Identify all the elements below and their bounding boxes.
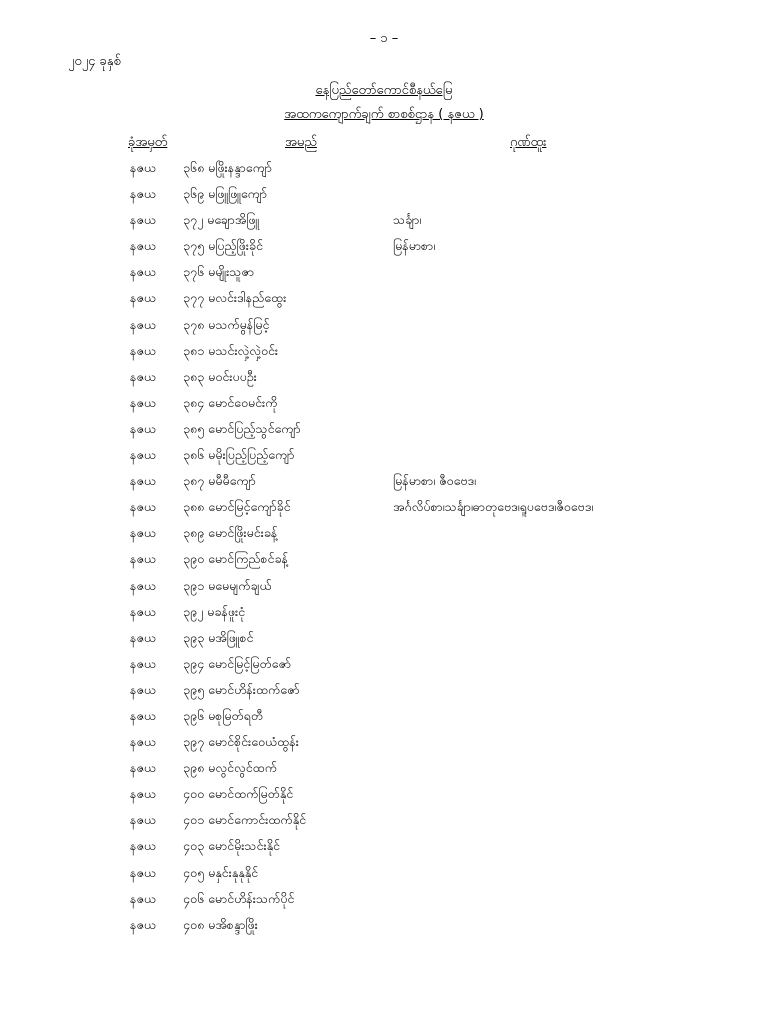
list-item — [0, 865, 768, 891]
list-item — [0, 343, 768, 369]
list-item — [0, 525, 768, 551]
list-item — [0, 812, 768, 838]
row-name: ၄၀၃ မောင်မိုးသင်းနိုင် — [183, 838, 280, 854]
row-code: နဇယ — [130, 316, 157, 332]
row-code: နဇယ — [130, 264, 157, 280]
row-code: နဇယ — [130, 786, 157, 802]
list-item — [0, 760, 768, 786]
row-name: ၃၈၈ မောင်မြင့်ကျော်ခိုင် — [183, 499, 291, 515]
list-item — [0, 917, 768, 943]
row-code: နဇယ — [130, 238, 157, 254]
row-name: ၄၀၅ မနှင်းနုနုနိုင် — [183, 864, 259, 880]
list-item — [0, 682, 768, 708]
document-title — [0, 82, 768, 101]
row-code: နဇယ — [130, 447, 157, 463]
row-code: နဇယ — [130, 342, 157, 358]
row-name: ၃၉၆ မစုမြတ်ရတီ — [183, 707, 263, 723]
row-name: ၃၉၀ မောင်ကြည်စင်ခန့် — [183, 551, 288, 567]
row-code: နဇယ — [130, 212, 157, 228]
list-item — [0, 708, 768, 734]
row-code: နဇယ — [130, 812, 157, 828]
list-item — [0, 891, 768, 917]
row-name: ၃၇၇ မလင်းဒါနည်ထွေး — [183, 290, 287, 306]
row-name: ၄၀၈ မအိစန္ဒာဖြိုး — [183, 916, 258, 932]
list-item — [0, 369, 768, 395]
row-name: ၃၈၃ မဝင်းပပဦး — [183, 368, 257, 384]
list-item — [0, 160, 768, 186]
row-code: နဇယ — [130, 551, 157, 567]
header-code: ခုံအမှတ် — [128, 135, 168, 150]
row-name: ၃၉၃ မအိဖြူစင် — [183, 629, 254, 645]
subtitle-text: အထကကျောက်ချက် စာစစ်ဌာန ( နဇယ ) — [284, 107, 484, 122]
list-item — [0, 447, 768, 473]
row-name: ၃၈၁ မသင်းလှဲ့လှဲ့ဝင်း — [183, 342, 279, 358]
row-code: နဇယ — [130, 160, 157, 175]
row-name: ၃၈၅ မောင်ပြည့်သွင်ကျော် — [183, 420, 301, 436]
row-code: နဇယ — [130, 420, 157, 436]
list-item — [0, 238, 768, 264]
row-code: နဇယ — [130, 473, 157, 489]
row-name: ၄၀၀ မောင်ထက်မြတ်နိုင် — [183, 786, 294, 802]
row-distinction: မြန်မာစာ၊ ဇီဝဗေဒ၊ — [393, 473, 476, 489]
list-item — [0, 473, 768, 499]
list-item — [0, 395, 768, 421]
list-item — [0, 630, 768, 656]
row-code: နဇယ — [130, 734, 157, 750]
list-item — [0, 734, 768, 760]
row-code: နဇယ — [130, 916, 157, 932]
row-code: နဇယ — [130, 681, 157, 697]
row-code: နဇယ — [130, 864, 157, 880]
row-distinction: သင်္ချာ၊ — [393, 212, 422, 228]
list-item — [0, 578, 768, 604]
exam-year: ၂၀၂၄ ခုနှစ် — [68, 54, 121, 69]
results-list — [0, 160, 768, 943]
list-item — [0, 786, 768, 812]
row-code: နဇယ — [130, 577, 157, 593]
row-name: ၃၆၈ မဖြိုးနန္ဒာကျော် — [183, 160, 272, 175]
list-item — [0, 656, 768, 682]
row-name: ၄၀၁ မောင်ကောင်းထက်နိုင် — [183, 812, 307, 828]
page-number: – ၁ – — [369, 31, 399, 46]
row-code: နဇယ — [130, 368, 157, 384]
row-name: ၃၇၈ မသက်မွန်မြင့် — [183, 316, 270, 332]
row-code: နဇယ — [130, 525, 157, 541]
row-code: နဇယ — [130, 838, 157, 854]
document-subtitle — [0, 106, 768, 125]
row-name: ၃၈၉ မောင်ဖြိုးမင်းခန့် — [183, 525, 278, 541]
header-distinction: ဂုဏ်ထူး — [510, 135, 547, 150]
list-item — [0, 421, 768, 447]
list-item — [0, 317, 768, 343]
row-code: နဇယ — [130, 394, 157, 410]
row-name: ၃၉၂ မခန်ဖူးငုံ — [183, 603, 246, 619]
row-distinction: အင်္ဂလိပ်စာ၊သင်္ချာ၊ဓာတုဗေဒ၊ရူပဗေဒ၊ဇီဝဗေဒ၊ — [393, 499, 594, 515]
list-item — [0, 499, 768, 525]
row-code: နဇယ — [130, 655, 157, 671]
row-code: နဇယ — [130, 290, 157, 306]
title-text: နေပြည်တော်ကောင်စီနယ်မြေ — [315, 83, 453, 98]
row-name: ၃၇၂ မချောအိဖြူ — [183, 212, 260, 228]
list-item — [0, 838, 768, 864]
row-code: နဇယ — [130, 186, 157, 202]
list-item — [0, 186, 768, 212]
list-item — [0, 290, 768, 316]
row-name: ၃၉၇ မောင်စိုင်းဝေယံထွန်း — [183, 734, 299, 750]
row-code: နဇယ — [130, 603, 157, 619]
row-name: ၃၈၆ မမိုးပြည့်ပြည့်ကျော် — [183, 447, 295, 463]
row-name: ၃၉၈ မလွင်လွင်ထက် — [183, 760, 277, 776]
row-name: ၃၈၇ မမီမီကျော် — [183, 473, 256, 489]
row-code: နဇယ — [130, 499, 157, 515]
list-item — [0, 264, 768, 290]
row-code: နဇယ — [130, 760, 157, 776]
row-code: နဇယ — [130, 707, 157, 723]
row-name: ၃၈၄ မောင်ဝေမင်းကို — [183, 394, 278, 410]
row-name: ၃၉၁ မမေမျက်ချယ် — [183, 577, 272, 593]
row-name: ၃၇၅ မပြည့်ဖြိုးခိုင် — [183, 238, 263, 254]
row-name: ၄၀၆ မောင်ဟိန်းသက်ပိုင် — [183, 890, 295, 906]
row-code: နဇယ — [130, 890, 157, 906]
row-name: ၃၇၆ မမျိုးသူဇာ — [183, 264, 254, 280]
list-item — [0, 551, 768, 577]
row-name: ၃၆၉ မဖြူဖြူကျော် — [183, 186, 268, 202]
row-code: နဇယ — [130, 629, 157, 645]
header-name: အမည် — [285, 135, 317, 150]
list-item — [0, 604, 768, 630]
row-name: ၃၉၄ မောင်မြင့်မြတ်ဇော် — [183, 655, 292, 671]
row-distinction: မြန်မာစာ၊ — [393, 238, 436, 254]
row-name: ၃၉၅ မောင်ဟိန်းထက်ဇော် — [183, 681, 300, 697]
list-item — [0, 212, 768, 238]
